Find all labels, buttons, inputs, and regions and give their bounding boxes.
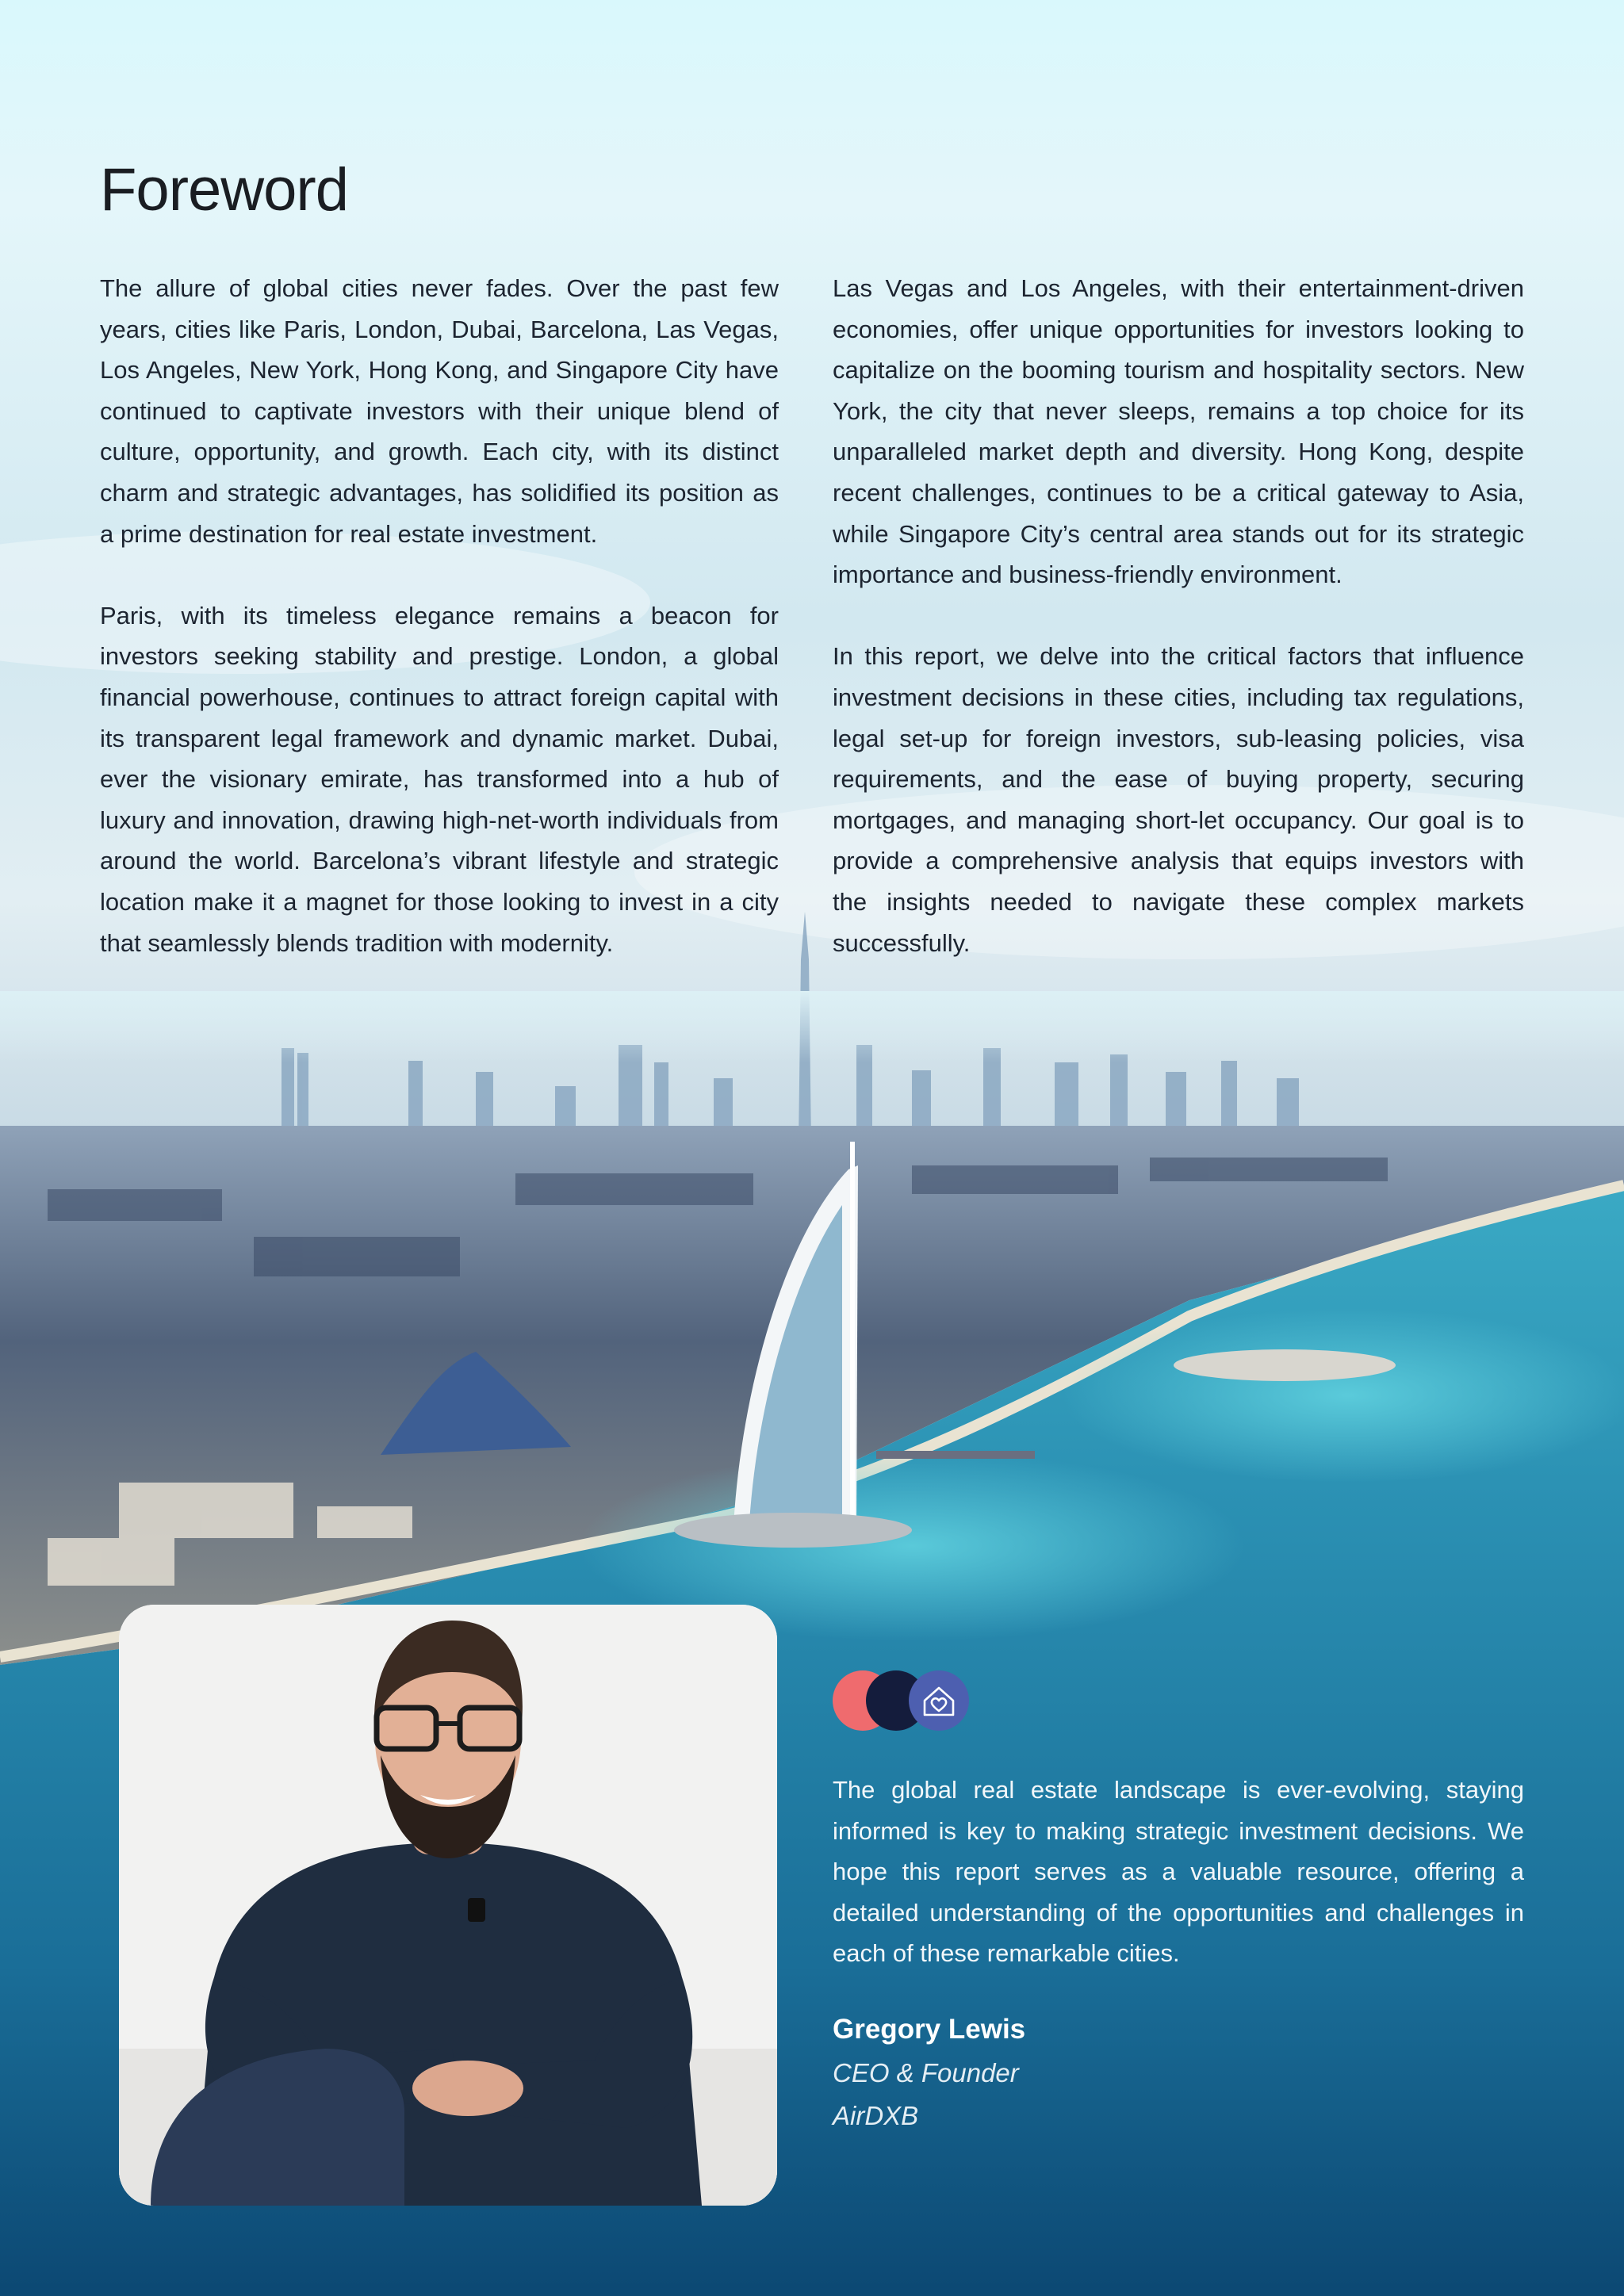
ceo-portrait-illustration <box>119 1605 777 2206</box>
signature-company: AirDXB <box>833 2101 919 2130</box>
right-column <box>833 268 1524 1004</box>
paragraph-report-scope: In this report, we delve into the critical factors that influence investment decisions in these cities, including tax regulations, legal set-up for foreign investors, sub-leasing policies, visa requirements, and the ease of buying property, securing mortgages, and managing short-let occupancy. Our goal is to provide a comprehensive analysis that equips investors with the insights needed to navigate these complex markets successfully. <box>833 642 1524 957</box>
closing-paragraph: The global real estate landscape is ever-evolving, staying informed is key to making strategic investment decisions. We hope this report serves as a valuable resource, offering a detailed understanding of the opportunities and challenges in each of these remarkable cities. <box>833 1776 1524 1968</box>
signature-role: CEO & Founder <box>833 2058 1019 2087</box>
brand-logo <box>833 1669 975 1732</box>
paragraph-paris-london-dubai-barcelona: Paris, with its timeless elegance remains a beacon for investors seeking stability and prestige. London, a global financial powerhouse, continues to attract foreign capital with its transparent legal framework and dynamic market. Dubai, ever the visionary emirate, has transformed into a hub of luxury and innovation, drawing high-net-worth individuals from around the world. Barcelona’s vibrant lifestyle and strategic location make it a magnet for those looking to invest in a city that seamlessly blends tradition with modernity. <box>100 601 779 957</box>
paragraph-intro: The allure of global cities never fades. Over the past few years, cities like Paris, London, Dubai, Barcelona, Las Vegas, Los Angeles, New York, Hong Kong, and Singapore City have continued to captivate investors with their unique blend of culture, opportunity, and growth. Each city, with its distinct charm and strategic advantages, has solidified its position as a prime destination for real estate investment. <box>100 274 779 548</box>
page-title: Foreword <box>100 156 348 224</box>
ceo-portrait <box>119 1605 777 2206</box>
left-column <box>100 268 779 1004</box>
paragraph-lasvegas-newyork-hongkong-singapore: Las Vegas and Los Angeles, with their entertainment-driven economies, offer unique opportunities for investors looking to capitalize on the booming tourism and hospitality sectors. New York, the city that never sleeps, remains a top choice for its unparalleled market depth and diversity. Hong Kong, despite recent challenges, continues to be a critical gateway to Asia, while Singapore City’s central area stands out for its strategic importance and business-friendly environment. <box>833 274 1524 589</box>
signature-name: Gregory Lewis <box>833 2014 1026 2045</box>
